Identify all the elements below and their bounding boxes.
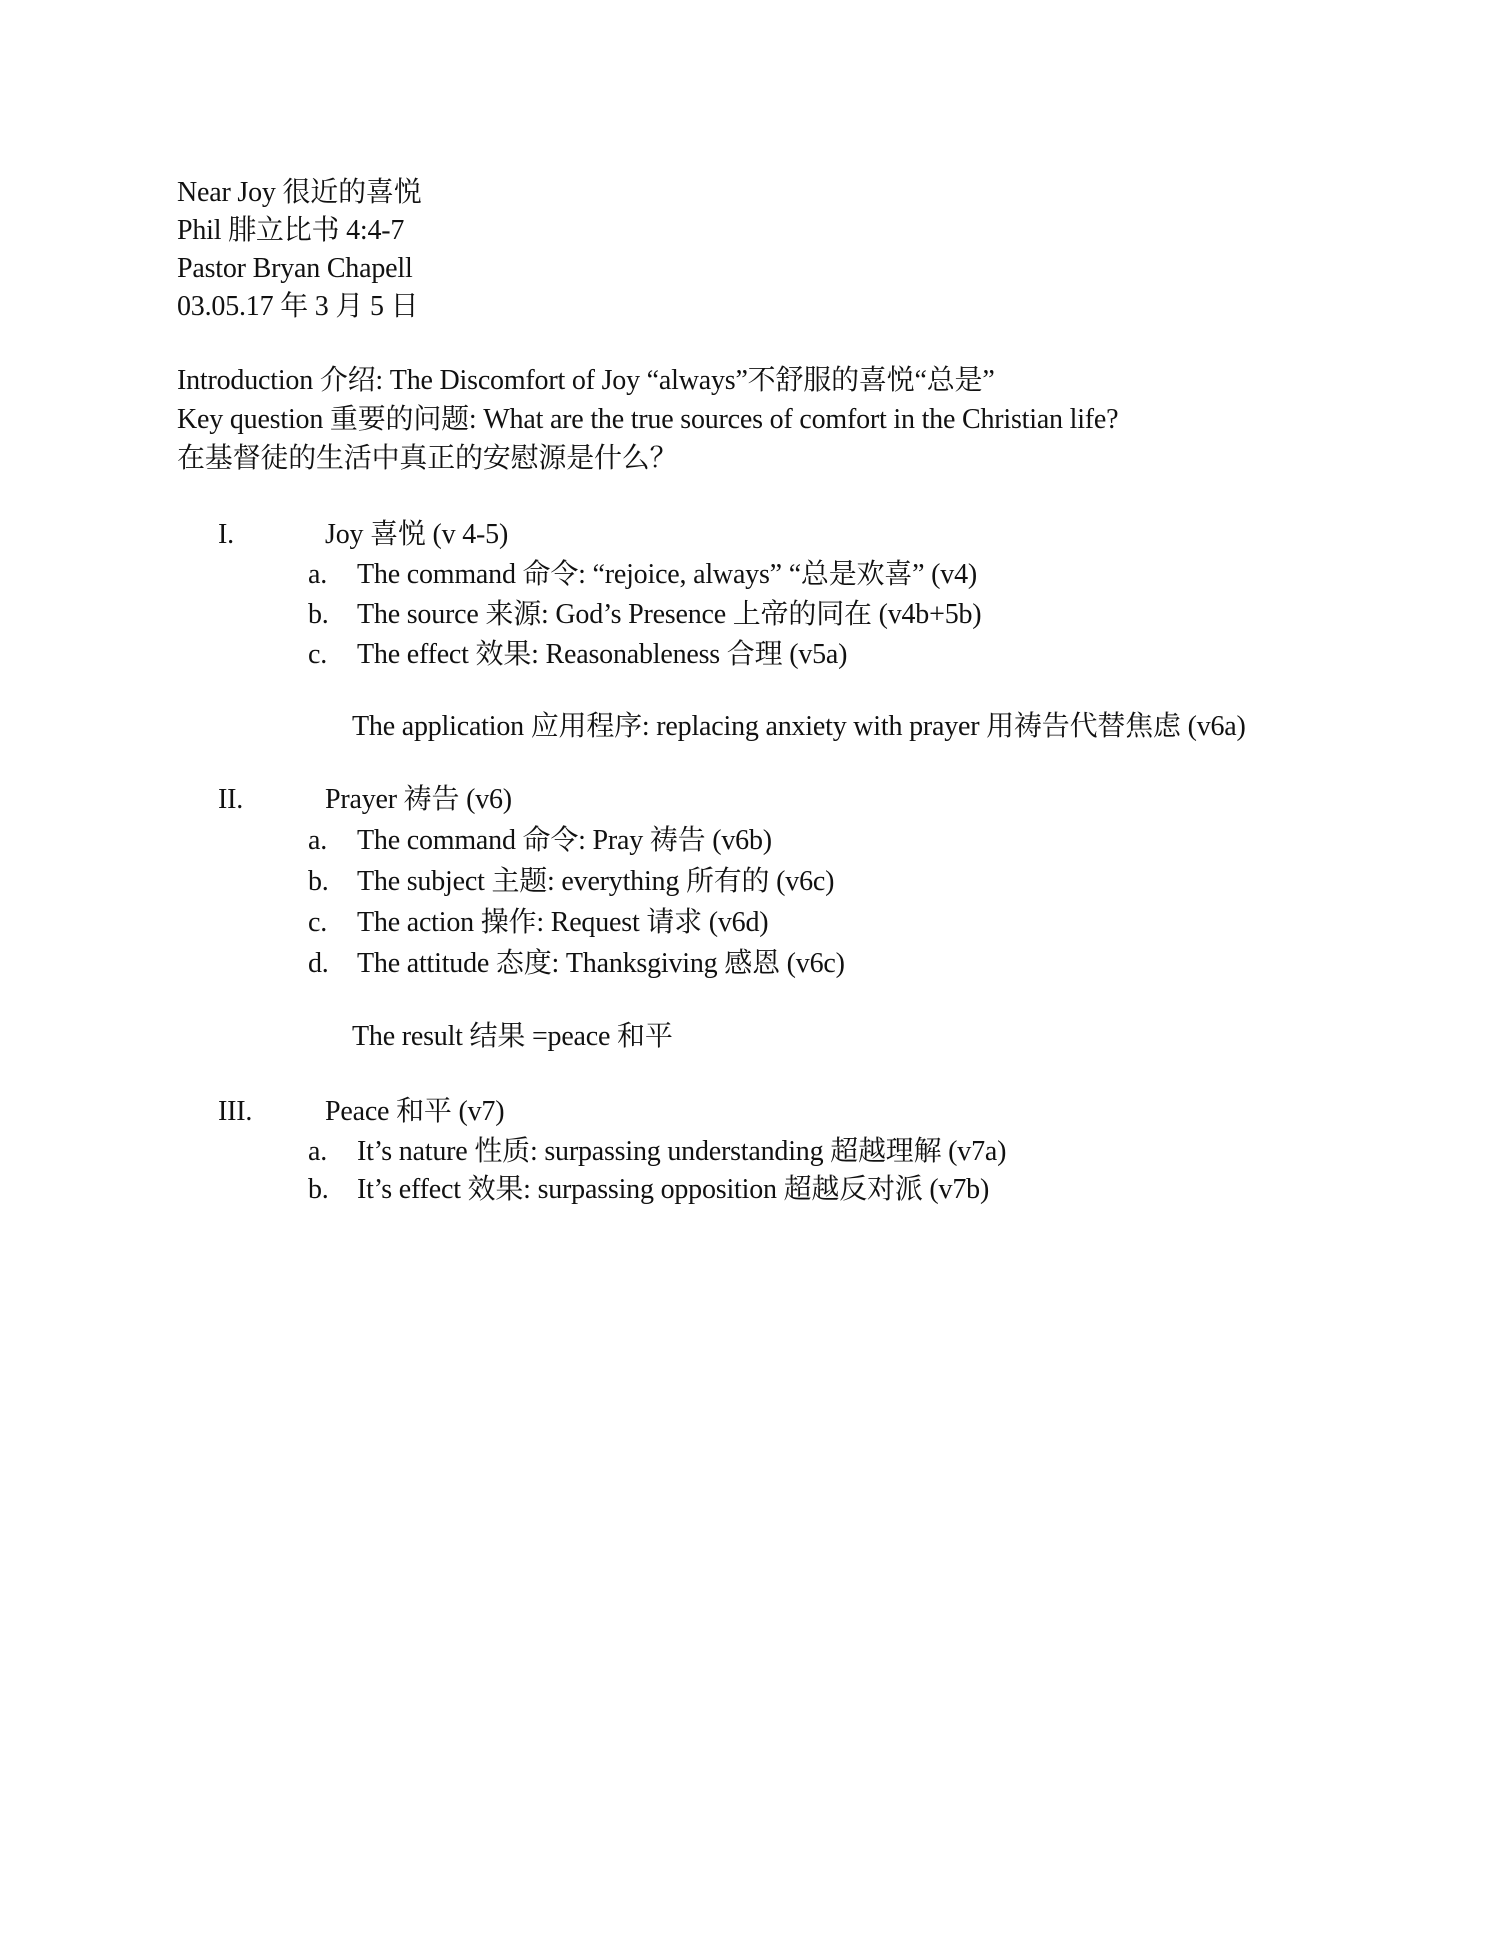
result-note: The result 结果 =peace 和平 [352,1021,673,1052]
key-question-chinese: 在基督徒的生活中真正的安慰源是什么？ [177,443,678,474]
list-item-text: It’s effect 效果: surpassing opposition 超越反对派 (v7b) [357,1174,990,1205]
list-item-letter: c. [308,639,328,670]
key-question-line: Key question 重要的问题: What are the true sources of comfort in the Christian life? [177,404,1119,435]
introduction-line: Introduction 介绍: The Discomfort of Joy “always”不舒服的喜悦“总是” [177,365,995,396]
list-item-letter: b. [308,599,329,630]
section-heading: Joy 喜悦 (v 4-5) [325,519,509,550]
section-heading: Peace 和平 (v7) [325,1096,505,1127]
application-note: The application 应用程序: replacing anxiety with prayer 用祷告代替焦虑 (v6a) [352,711,1246,742]
sermon-date: 03.05.17 年 3 月 5 日 [177,291,419,322]
list-item-text: The source 来源: God’s Presence 上帝的同在 (v4b+5b) [357,599,982,630]
list-item-text: The action 操作: Request 请求 (v6d) [357,907,769,938]
sermon-title: Near Joy 很近的喜悦 [177,177,422,208]
pastor-name: Pastor Bryan Chapell [177,253,413,284]
list-item-letter: c. [308,907,328,938]
list-item-letter: d. [308,948,329,979]
list-item-text: The effect 效果: Reasonableness 合理 (v5a) [357,639,848,670]
section-heading: Prayer 祷告 (v6) [325,784,512,815]
section-numeral: III. [218,1096,253,1127]
list-item-letter: a. [308,825,328,856]
list-item-letter: a. [308,1136,328,1167]
list-item-letter: b. [308,866,329,897]
list-item-letter: a. [308,559,328,590]
list-item-text: The command 命令: “rejoice, always” “总是欢喜” (v4) [357,559,978,590]
list-item-text: The command 命令: Pray 祷告 (v6b) [357,825,772,856]
list-item-text: The subject 主题: everything 所有的 (v6c) [357,866,835,897]
section-numeral: II. [218,784,244,815]
list-item-text: It’s nature 性质: surpassing understanding 超越理解 (v7a) [357,1136,1007,1167]
section-numeral: I. [218,519,234,550]
scripture-passage: Phil 腓立比书 4:4-7 [177,215,405,246]
list-item-text: The attitude 态度: Thanksgiving 感恩 (v6c) [357,948,845,979]
list-item-letter: b. [308,1174,329,1205]
